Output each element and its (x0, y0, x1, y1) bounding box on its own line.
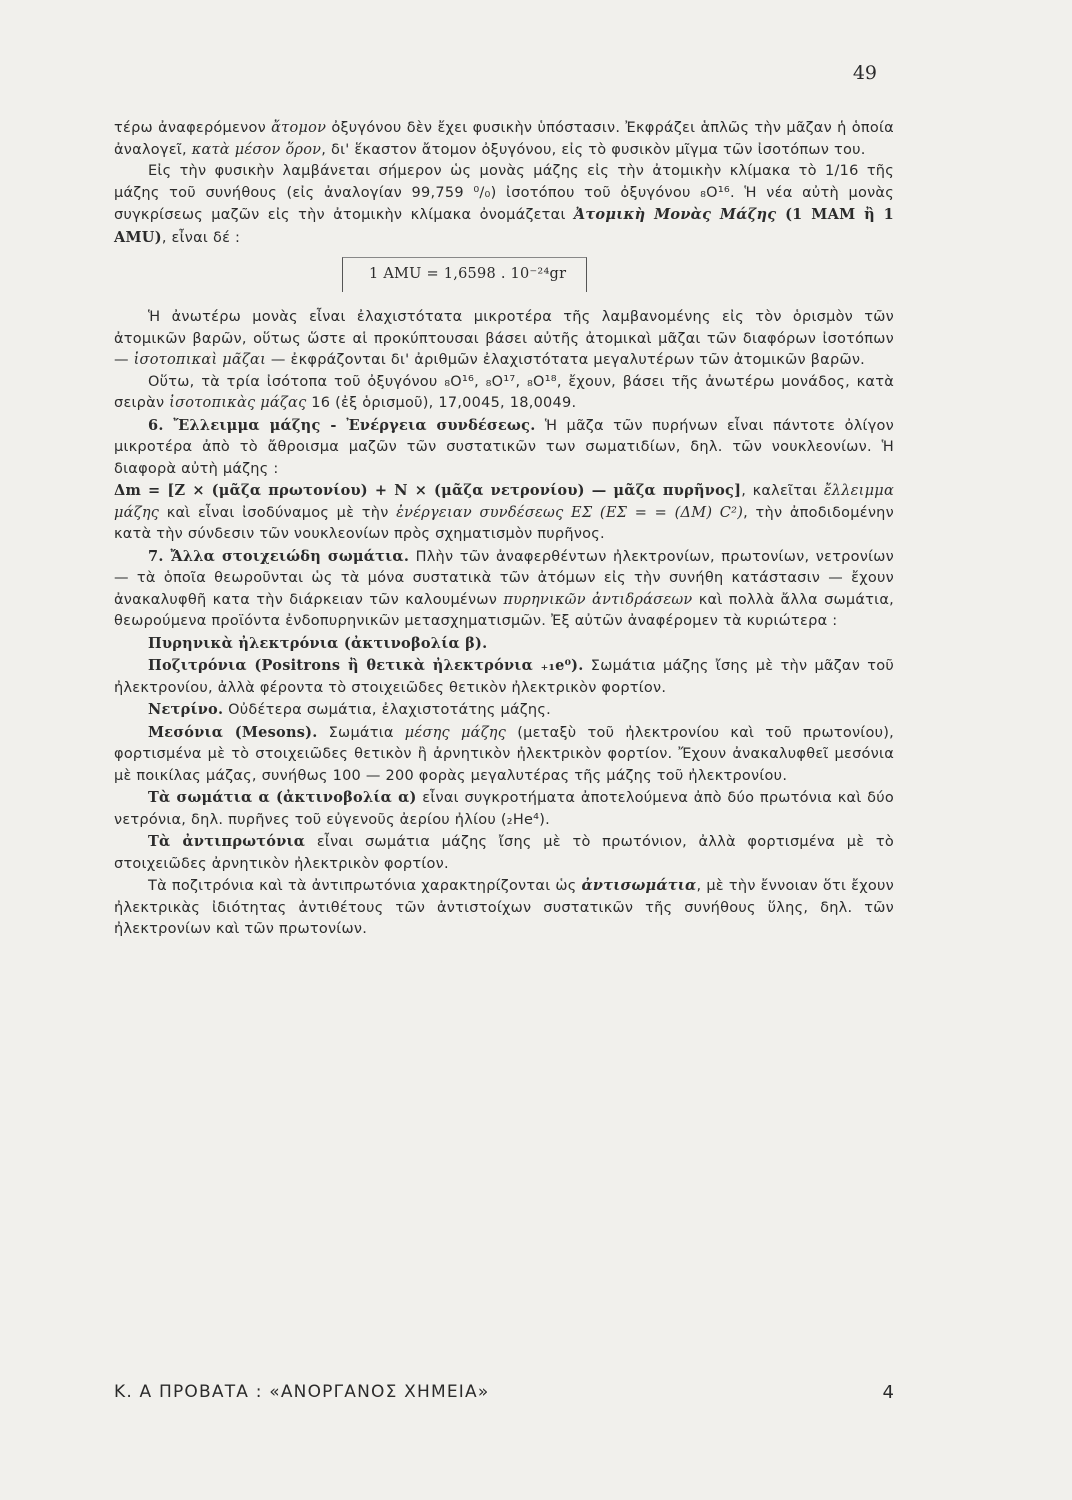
footer-signature-number: 4 (882, 1382, 894, 1403)
item-antiprotons: Τὰ ἀντιπρωτόνια εἶναι σωμάτια μάζης ἴσης μὲ τὸ πρωτόνιον, ἀλλὰ φορτισμένα μὲ τὸ στοιχειῶδες ἀρνητικὸν ἠλεκτρικὸν φορτίον. (114, 833, 894, 872)
footer-book-title: Κ. Α ΠΡΟΒΑΤΑ : «ΑΝΟΡΓΑΝΟΣ ΧΗΜΕΙΑ» (114, 1382, 490, 1402)
paragraph-oxygen-isotopes: Οὕτω, τὰ τρία ἰσότοπα τοῦ ὀξυγόνου ₈O¹⁶, ₈O¹⁷, ₈O¹⁸, ἔχουν, βάσει τῆς ἀνωτέρω μονάδος, κατὰ σειρὰν ἰσοτοπικὰς μάζας 16 (ἐξ ὁρισμοῦ), 17,0045, 18,0049. (114, 373, 894, 411)
section-title: Ἔλλειμμα μάζης - Ἐνέργεια συνδέσεως. (173, 416, 536, 434)
section-other-particles: 7. Ἄλλα στοιχειώδη σωμάτια. Πλὴν τῶν ἀναφερθέντων ἠλεκτρονίων, πρωτονίων, νετρονίων — τὰ ὁποῖα θεωροῦνται ὡς τὰ μόνα συστατικὰ τῶν ἀτόμων εἰς τὴν συνήθη κατάστασιν — ἔχουν ἀνακαλυφθῆ κατα τὴν διάρκειαν τῶν καλουμένων πυρηνικῶν ἀντιδράσεων καὶ πολλὰ ἄλλα σωμάτια, θεωρούμενα προϊόντα ἐνδοπυρηνικῶν μετασχηματισμῶν. Ἐξ αὐτῶν ἀναφέρομεν τὰ κυριώτερα : (114, 547, 894, 629)
body-text (114, 118, 894, 941)
item-mesons: Μεσόνια (Mesons). Σωμάτια μέσης μάζης (μεταξὺ τοῦ ἠλεκτρονίου καὶ τοῦ πρωτονίου), φορτισμένα μὲ τὸ στοιχειῶδες θετικὸν ἢ ἀρνητικὸν ἠλεκτρικὸν φορτίον. Ἔχουν ἀνακαλυφθεῖ μεσόνια μὲ ποικίλας μάζας, συνήθως 100 — 200 φορὰς μεγαλυτέρας τῆς μάζης τοῦ ἠλεκτρονίου. (114, 723, 894, 784)
item-alpha-particles: Τὰ σωμάτια α (ἀκτινοβολία α) εἶναι συγκροτήματα ἀποτελούμενα ἀπὸ δύο πρωτόνια καὶ δύο νετρόνια, δηλ. πυρῆνες τοῦ εὐγενοῦς ἀερίου ἠλίου (₂He⁴). (114, 789, 894, 828)
paragraph-amu-definition: Εἰς τὴν φυσικὴν λαμβάνεται σήμερον ὡς μονὰς μάζης εἰς τὴν ἀτομικὴν κλίμακα τὸ 1/16 τῆς μάζης τοῦ συνήθους (εἰς ἀναλογίαν 99,759 ⁰/₀) ἰσοτόπου τοῦ ὀξυγόνου ₈O¹⁶. Ἡ νέα αὐτὴ μονὰς συγκρίσεως μαζῶν εἰς τὴν ἀτομικὴν κλίμακα ὀνομάζεται Ἀτομικὴ Μονὰς Μάζης (1 MAM ἢ 1 AMU), εἶναι δέ : (114, 163, 894, 246)
item-positrons: Ποζιτρόνια (Positrons ἢ θετικὰ ἠλεκτρόνια ₊₁e⁰). Σωμάτια μάζης ἴσης μὲ τὴν μᾶζαν τοῦ ἠλεκτρονίου, ἀλλὰ φέροντα τὸ στοιχειῶδες θετικὸν ἠλεκτρικὸν φορτίον. (114, 657, 894, 696)
section-title: Ἄλλα στοιχειώδη σωμάτια. (170, 547, 410, 565)
paragraph-antiparticles: Τὰ ποζιτρόνια καὶ τὰ ἀντιπρωτόνια χαρακτηρίζονται ὡς ἀντισωμάτια, μὲ τὴν ἔννοιαν ὅτι ἔχουν ἠλεκτρικὰς ἰδιότητας ἀντιθέτους τῶν ἀντιστοίχων συστατικῶν τῆς συνήθους ὕλης, δηλ. τῶν ἠλεκτρονίων καὶ τῶν πρωτονίων. (114, 877, 894, 937)
page-number: 49 (852, 62, 877, 84)
paragraph-atomic-oxygen: τέρω ἀναφερόμενον ἄτομον ὀξυγόνου δὲν ἔχει φυσικὴν ὑπόστασιν. Ἐκφράζει ἁπλῶς τὴν μᾶζαν ἡ ὁποία ἀναλογεῖ, κατὰ μέσον ὅρον, δι' ἕκαστον ἄτομον ὀξυγόνου, εἰς τὸ φυσικὸν μῖγμα τῶν ἰσοτόπων του. (114, 120, 894, 158)
item-nuclear-electrons: Πυρηνικὰ ἠλεκτρόνια (ἀκτινοβολία β). (148, 634, 488, 652)
section-mass-defect: 6. Ἔλλειμμα μάζης - Ἐνέργεια συνδέσεως. Ἡ μᾶζα τῶν πυρήνων εἶναι πάντοτε ὀλίγον μικροτέρα ἀπὸ τὸ ἄθροισμα μαζῶν τῶν συστατικῶν των σωματιδίων, δηλ. τῶν νουκλεονίων. Ἡ διαφορὰ αὐτὴ μάζης : Δm = [Z × (μᾶζα πρωτονίου) + N × (μᾶζα νετρονίου) — μᾶζα πυρῆνος], καλεῖται ἔλλειμμα μάζης καὶ εἶναι ἰσοδύναμος μὲ τὴν ἐνέργειαν συνδέσεως EΣ (EΣ = = (ΔΜ) C²), τὴν ἀποδιδομένην κατὰ τὴν σύνδεσιν τῶν νουκλεονίων πρὸς σχηματισμὸν πυρῆνος. (114, 416, 894, 542)
formula-block (114, 249, 894, 307)
mass-defect-equation: Δm = [Z × (μᾶζα πρωτονίου) + N × (μᾶζα νετρονίου) — μᾶζα πυρῆνος] (114, 482, 742, 499)
item-neutrino: Νετρίνο. Οὐδέτερα σωμάτια, ἐλαχιστοτάτης μάζης. (148, 701, 551, 718)
amu-formula: 1 AMU = 1,6598 . 10⁻²⁴gr (342, 257, 587, 292)
paragraph-isotopic-masses: Ἡ ἀνωτέρω μονὰς εἶναι ἐλαχιστότατα μικροτέρα τῆς λαμβανομένης εἰς τὸν ὁρισμὸν τῶν ἀτομικῶν βαρῶν, οὕτως ὥστε αἱ προκύπτουσαι βάσει αὐτῆς ἀτομικαὶ μᾶζαι τῶν διαφόρων ἰσοτόπων — ἰσοτοπικαὶ μᾶζαι — ἐκφράζονται δι' ἀριθμῶν ἐλαχιστότατα μεγαλυτέρων τῶν ἀτομικῶν βαρῶν. (114, 309, 894, 368)
